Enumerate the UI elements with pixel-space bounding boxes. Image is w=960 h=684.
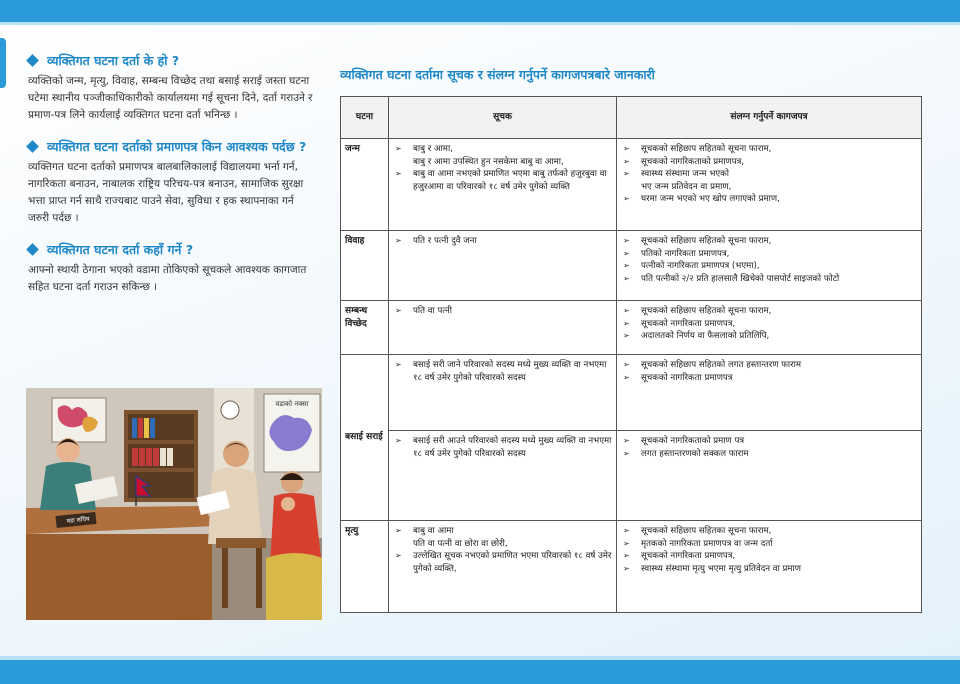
arrow-bullet-icon: ➢ [623, 563, 630, 573]
documents-cell-list [621, 525, 917, 575]
list-item-text: मृतकको नागरिकता प्रमाणपत्र वा जन्म दर्ता [641, 538, 773, 549]
section-what-is [28, 52, 318, 124]
documents-cell-list [621, 305, 917, 343]
list-item [621, 305, 917, 318]
documents-cell [617, 431, 922, 521]
informant-cell-list [393, 359, 612, 384]
list-item-text: बसाई सरी जाने परिवारको सदस्य मध्ये मुख्य व्यक्ति वा नभएमा १८ वर्ष उमेर पुगेको परिवारको सदस्य [413, 360, 607, 383]
section-body: व्यक्तिको जन्म, मृत्यु, विवाह, सम्बन्ध विच्छेद तथा बसाई सराई जस्ता घटना घटेमा स्थानीय पञ्जीकाधिकारीको कार्यालयमा गई सूचना दिने, दर्ता गराउने र प्रमाण-पत्र लिने कार्यलाई व्यक्तिगत घटना दर्ता भनिन्छ । [28, 75, 313, 121]
event-cell: बसाई सराई [341, 355, 389, 521]
informant-cell [389, 139, 617, 231]
arrow-bullet-icon: ➢ [395, 169, 402, 178]
event-cell: सम्बन्ध विच्छेद [341, 301, 389, 355]
table-header-row [341, 97, 922, 139]
arrow-bullet-icon: ➢ [623, 538, 630, 548]
arrow-bullet-icon: ➢ [623, 156, 630, 166]
list-item-text: भए जन्म प्रतिवेदन वा प्रमाण, [641, 181, 732, 192]
section-heading: व्यक्तिगत घटना दर्ता कहाँ गर्ने ? [47, 242, 194, 257]
arrow-bullet-icon: ➢ [623, 372, 630, 382]
list-item-text: बसाई सरी आउने परिवारको सदस्य मध्ये मुख्य व्यक्ति वा नभएमा १८ वर्ष उमेर पुगेको परिवारको सदस्य [413, 436, 612, 459]
list-item [621, 538, 917, 551]
list-item [621, 193, 917, 206]
informant-cell [389, 431, 617, 521]
list-item-text: सूचकको सहिछाप सहितका सूचना फाराम, [641, 526, 772, 536]
informant-cell-list [393, 305, 612, 318]
documents-cell [617, 355, 922, 431]
arrow-bullet-icon: ➢ [623, 318, 630, 328]
diamond-bullet-icon [26, 54, 39, 67]
arrow-bullet-icon: ➢ [623, 144, 630, 153]
left-edge-tab [0, 38, 6, 88]
table-row [341, 521, 922, 613]
list-item [621, 260, 917, 273]
section-where [28, 241, 318, 296]
header-event: घटना [341, 97, 389, 139]
section-body: व्यक्तिगत घटना दर्ताको प्रमाणपत्र बालबालिकालाई विद्यालयमा भर्ना गर्न, नागरिकता बनाउन, नाबालक राष्ट्रिय परिचय-पत्र बनाउन, सामाजिक सुरक्षा भत्ता प्राप्त गर्न साथै राज्यबाट पाउने सेवा, सुविधा र हक स्थापनाका गर्न जरुरी पर्दछ । [28, 161, 304, 224]
list-item-text: सूचकको नागरिकता प्रमाणपत्र [641, 372, 733, 383]
informant-cell-list [393, 235, 612, 248]
list-item-text: सूचकको सहिछाप सहितको सूचना फाराम, [641, 236, 772, 246]
list-item-text: पति र पत्नी दुवै जना [413, 236, 477, 246]
list-item-text: पतिको नागरिकता प्रमाणपत्र, [641, 248, 730, 259]
informant-cell [389, 301, 617, 355]
documents-cell-list [621, 143, 917, 206]
list-item [621, 550, 917, 563]
header-informant: सूचक [389, 97, 617, 139]
table-row [341, 431, 922, 521]
list-item-text: सूचकको नागरिकता प्रमाणपत्र, [641, 318, 736, 329]
event-cell: मृत्यु [341, 521, 389, 613]
list-item-text: सूचकको सहिछाप सहितको सूचना फाराम, [641, 144, 772, 154]
section-heading: व्यक्तिगत घटना दर्ताको प्रमाणपत्र किन आवश्यक पर्दछ ? [47, 139, 307, 154]
arrow-bullet-icon: ➢ [395, 236, 402, 245]
arrow-bullet-icon: ➢ [395, 360, 402, 369]
top-banner-bar [0, 0, 960, 22]
list-item-text: बाबु र आमा उपस्थित हुन नसकेमा बाबु वा आमा, [413, 156, 564, 167]
section-body: आफ्नो स्थायी ठेगाना भएको वडामा तोकिएको सूचकले आवश्यक कागजात सहित घटना दर्ता गराउन सकिन्छ । [28, 264, 307, 293]
list-item [621, 448, 917, 461]
bookshelf [124, 410, 198, 502]
section-why-needed [28, 138, 318, 227]
list-item-text: पत्नीको नागरिकता प्रमाणपत्र (भएमा), [641, 261, 760, 271]
section-heading: व्यक्तिगत घटना दर्ता के हो ? [47, 53, 180, 68]
arrow-bullet-icon: ➢ [623, 306, 630, 315]
arrow-bullet-icon: ➢ [623, 448, 630, 458]
ward-map-label: वडाको नक्सा [275, 400, 309, 408]
list-item [393, 305, 612, 318]
list-item [621, 156, 917, 169]
list-item-text: बाबु र आमा, [413, 144, 453, 154]
arrow-bullet-icon: ➢ [395, 526, 402, 535]
diamond-bullet-icon [26, 140, 39, 153]
arrow-bullet-icon: ➢ [623, 551, 630, 560]
list-item-text: पति वा पत्नी वा छोरा वा छोरी, [413, 538, 508, 549]
list-item [621, 168, 917, 181]
wall-map-poster [52, 398, 106, 442]
list-item [621, 143, 917, 156]
office-illustration [26, 388, 322, 620]
informant-cell-list [393, 525, 612, 575]
arrow-bullet-icon: ➢ [395, 436, 402, 445]
list-item-text: बाबु वा आमा [413, 526, 454, 536]
list-item [393, 538, 612, 551]
list-item [393, 168, 612, 193]
table-row [341, 355, 922, 431]
list-item-text: स्वास्थ्य संस्थामा मृत्यु भएमा मृत्यु प्रतिवेदन वा प्रमाण [641, 563, 801, 574]
list-item-text: सूचकको नागरिकता प्रमाणपत्र, [641, 551, 736, 561]
office-desk [26, 506, 216, 620]
informant-cell [389, 355, 617, 431]
table-title: व्यक्तिगत घटना दर्तामा सूचक र संलग्न गर्नुपर्ने कागजपत्रबारे जानकारी [340, 67, 655, 82]
wall-clock-icon [221, 401, 239, 419]
list-item [393, 359, 612, 384]
arrow-bullet-icon: ➢ [623, 360, 630, 369]
ward-map-poster [264, 394, 320, 472]
list-item-text: लगत हस्तान्तरणको सक्कल फाराम [641, 448, 749, 459]
arrow-bullet-icon: ➢ [623, 261, 630, 270]
arrow-bullet-icon: ➢ [623, 194, 630, 203]
informant-cell-list [393, 143, 612, 193]
event-cell: विवाह [341, 231, 389, 301]
list-item [621, 273, 917, 286]
arrow-bullet-icon: ➢ [623, 331, 630, 340]
list-item-text: पति पत्नीको २/२ प्रति हालसालै खिचेको पासपोर्ट साइजको फोटो [641, 273, 840, 284]
list-item [621, 372, 917, 385]
list-item [393, 525, 612, 538]
list-item [621, 318, 917, 331]
informant-cell [389, 521, 617, 613]
list-item [393, 550, 612, 575]
list-item [621, 563, 917, 576]
table-row [341, 231, 922, 301]
list-item [621, 181, 917, 194]
list-item-text: उल्लेखित सूचक नभएको प्रमाणित भएमा परिवारको १८ वर्ष उमेर पुगेको व्यक्ति, [413, 551, 612, 574]
documents-cell [617, 231, 922, 301]
list-item [393, 435, 612, 460]
left-column [28, 52, 318, 310]
list-item-text: सूचकको नागरिकताको प्रमाणपत्र, [641, 156, 745, 167]
list-item-text: बाबु वा आमा नभएको प्रमाणित भएमा बाबु तर्फको हजुरबुवा वा हजुरआमा वा परिवारको १८ वर्ष उमेर पुगेको व्यक्ति [413, 169, 607, 192]
list-item-text: अदालतको निर्णय वा फैसलाको प्रतिलिपि, [641, 331, 770, 341]
list-item-text: पति वा पत्नी [413, 306, 452, 316]
arrow-bullet-icon: ➢ [623, 169, 630, 178]
list-item-text: सूचकको नागरिकताको प्रमाण पत्र [641, 436, 745, 446]
list-item [621, 435, 917, 448]
informant-cell [389, 231, 617, 301]
documents-cell-list [621, 435, 917, 460]
office-scene-svg [26, 388, 322, 620]
list-item-text: सूचकको सहिछाप सहितको लगत हस्तान्तरण फाराम [641, 360, 802, 370]
list-item [393, 156, 612, 169]
registration-table [340, 96, 922, 613]
list-item [621, 525, 917, 538]
documents-cell-list [621, 235, 917, 285]
arrow-bullet-icon: ➢ [623, 236, 630, 245]
header-documents: संलग्न गर्नुपर्ने कागजपत्र [617, 97, 922, 139]
list-item [393, 143, 612, 156]
diamond-bullet-icon [26, 243, 39, 256]
arrow-bullet-icon: ➢ [623, 248, 630, 258]
documents-cell [617, 521, 922, 613]
list-item [621, 235, 917, 248]
list-item [621, 248, 917, 261]
arrow-bullet-icon: ➢ [623, 526, 630, 535]
arrow-bullet-icon: ➢ [395, 306, 402, 315]
arrow-bullet-icon: ➢ [623, 273, 630, 283]
list-item [621, 330, 917, 343]
table-body [341, 139, 922, 613]
documents-cell [617, 139, 922, 231]
documents-cell [617, 301, 922, 355]
bottom-banner-bar [0, 660, 960, 684]
list-item [393, 235, 612, 248]
table-row [341, 139, 922, 231]
list-item [621, 359, 917, 372]
arrow-bullet-icon: ➢ [395, 551, 402, 560]
informant-cell-list [393, 435, 612, 460]
event-cell: जन्म [341, 139, 389, 231]
list-item-text: स्वास्थ्य संस्थामा जन्म भएको [641, 169, 729, 179]
table-row [341, 301, 922, 355]
arrow-bullet-icon: ➢ [623, 436, 630, 445]
arrow-bullet-icon: ➢ [395, 144, 402, 153]
documents-cell-list [621, 359, 917, 384]
list-item-text: घरमा जन्म भएको भए खोप लगाएको प्रमाण, [641, 194, 780, 204]
list-item-text: सूचकको सहिछाप सहितको सूचना फाराम, [641, 306, 772, 316]
desk-nameplate: वडा सचिव [66, 515, 90, 525]
top-banner-stripe [0, 22, 960, 25]
